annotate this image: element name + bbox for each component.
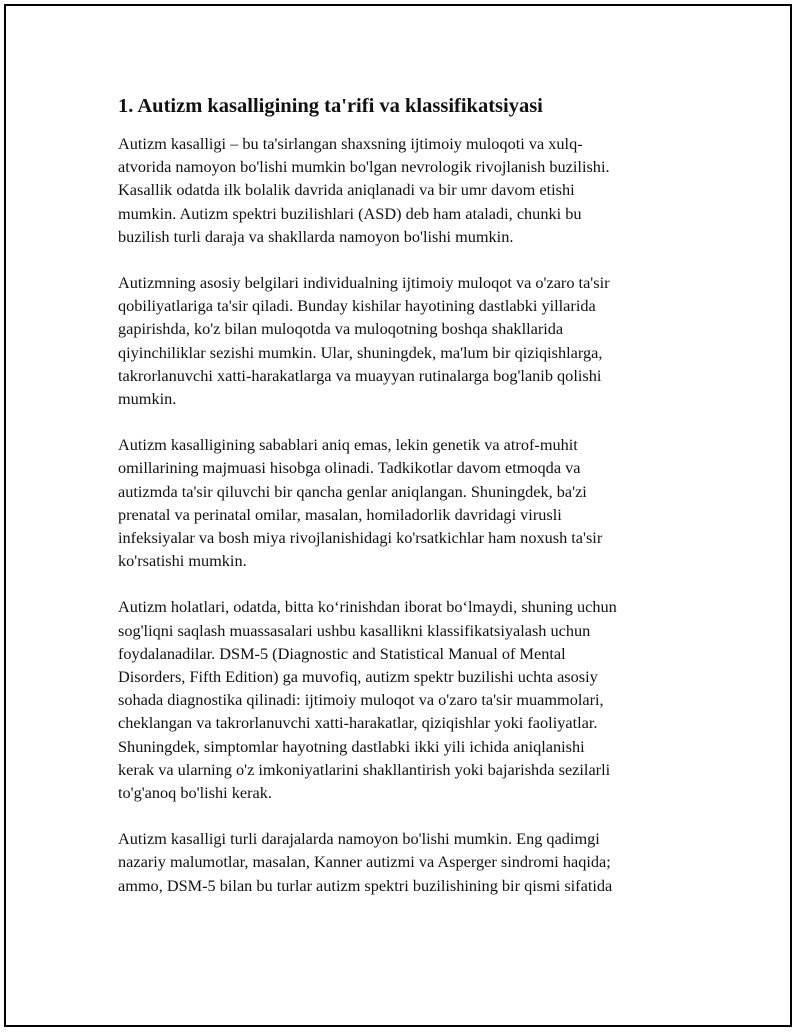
text-line: Autizm kasalligi – bu ta'sirlangan shaxsning ijtimoiy muloqoti va xulq- [118,134,583,153]
section-heading: 1. Autizm kasalligining ta'rifi va klassifikatsiyasi [118,95,543,117]
text-line: Autizm kasalligi turli darajalarda namoyon bo'lishi mumkin. Eng qadimgi [118,829,600,849]
text-line: qobiliyatlariga ta'sir qiladi. Bunday kishilar hayotining dastlabki yillarida [118,296,596,316]
text-line: ko'rsatishi mumkin. [118,551,247,571]
paragraph-classification [118,595,684,804]
text-line: cheklangan va takrorlanuvchi xatti-harakatlar, qiziqishlar yoki faoliyatlar. [118,713,598,733]
text-line: Autizm kasalligining sabablari aniq emas, lekin genetik va atrof-muhit [118,435,578,455]
text-line: nazariy malumotlar, masalan, Kanner autizmi va Asperger sindromi haqida; [118,852,611,872]
text-line: mumkin. [118,389,177,409]
text-line: prenatal va perinatal omilar, masalan, homiladorlik davridagi virusli [118,504,562,524]
text-line: infeksiyalar va bosh miya rivojlanishidagi ko'rsatkichlar ham noxush ta'sir [118,528,603,548]
paragraph-definition [118,132,684,248]
text-line: kerak va ularning o'z imkoniyatlarini shakllantirish yoki bajarishda sezilarli [118,759,611,779]
text-line: foydalanadilar. DSM-5 (Diagnostic and Statistical Manual of Mental [118,643,566,663]
text-line: autizmda ta'sir qiluvchi bir qancha genlar aniqlangan. Shuningdek, ba'zi [118,481,587,501]
text-line: qiyinchiliklar sezishi mumkin. Ular, shuningdek, ma'lum bir qiziqishlarga, [118,342,603,362]
paragraph-symptoms [118,271,684,410]
text-line: to'g'anoq bo'lishi kerak. [118,783,272,803]
text-line: atvorida namoyon bo'lishi mumkin bo'lgan nevrologik rivojlanish buzilishi. [118,157,610,177]
text-line: takrorlanuvchi xatti-harakatlarga va muayyan rutinalarga bog'lanib qolishi [118,365,602,385]
text-line: Kasallik odatda ilk bolalik davrida aniqlanadi va bir umr davom etishi [118,180,575,200]
text-line: Autizmning asosiy belgilari individualning ijtimoiy muloqot va o'zaro ta'sir [118,273,610,293]
text-line: Shuningdek, simptomlar hayotning dastlabki ikki yili ichida aniqlanishi [118,736,585,756]
text-line: sohada diagnostika qilinadi: ijtimoiy muloqot va o'zaro ta'sir muammolari, [118,690,604,710]
text-line: buzilish turli daraja va shakllarda namoyon bo'lishi mumkin. [118,226,514,246]
paragraph-degrees [118,827,684,897]
text-line: omillarining majmuasi hisobga olinadi. Tadkikotlar davom etmoqda va [118,458,581,478]
text-line: gapirishda, ko'z bilan muloqotda va muloqotning boshqa shakllarida [118,319,564,339]
paragraph-causes [118,433,684,572]
text-line: mumkin. Autizm spektri buzilishlari (ASD) deb ham ataladi, chunki bu [118,203,582,223]
text-line: sog'liqni saqlash muassasalari ushbu kasallikni klassifikatsiyalash uchun [118,620,591,640]
text-line: ammo, DSM-5 bilan bu turlar autizm spektri buzilishining bir qismi sifatida [118,875,613,895]
text-line: Autizm holatlari, odatda, bitta ko‘rinishdan iborat bo‘lmaydi, shuning uchun [118,597,617,617]
text-line: Disorders, Fifth Edition) ga muvofiq, autizm spektr buzilishi uchta asosiy [118,667,598,687]
document-body [118,92,684,920]
